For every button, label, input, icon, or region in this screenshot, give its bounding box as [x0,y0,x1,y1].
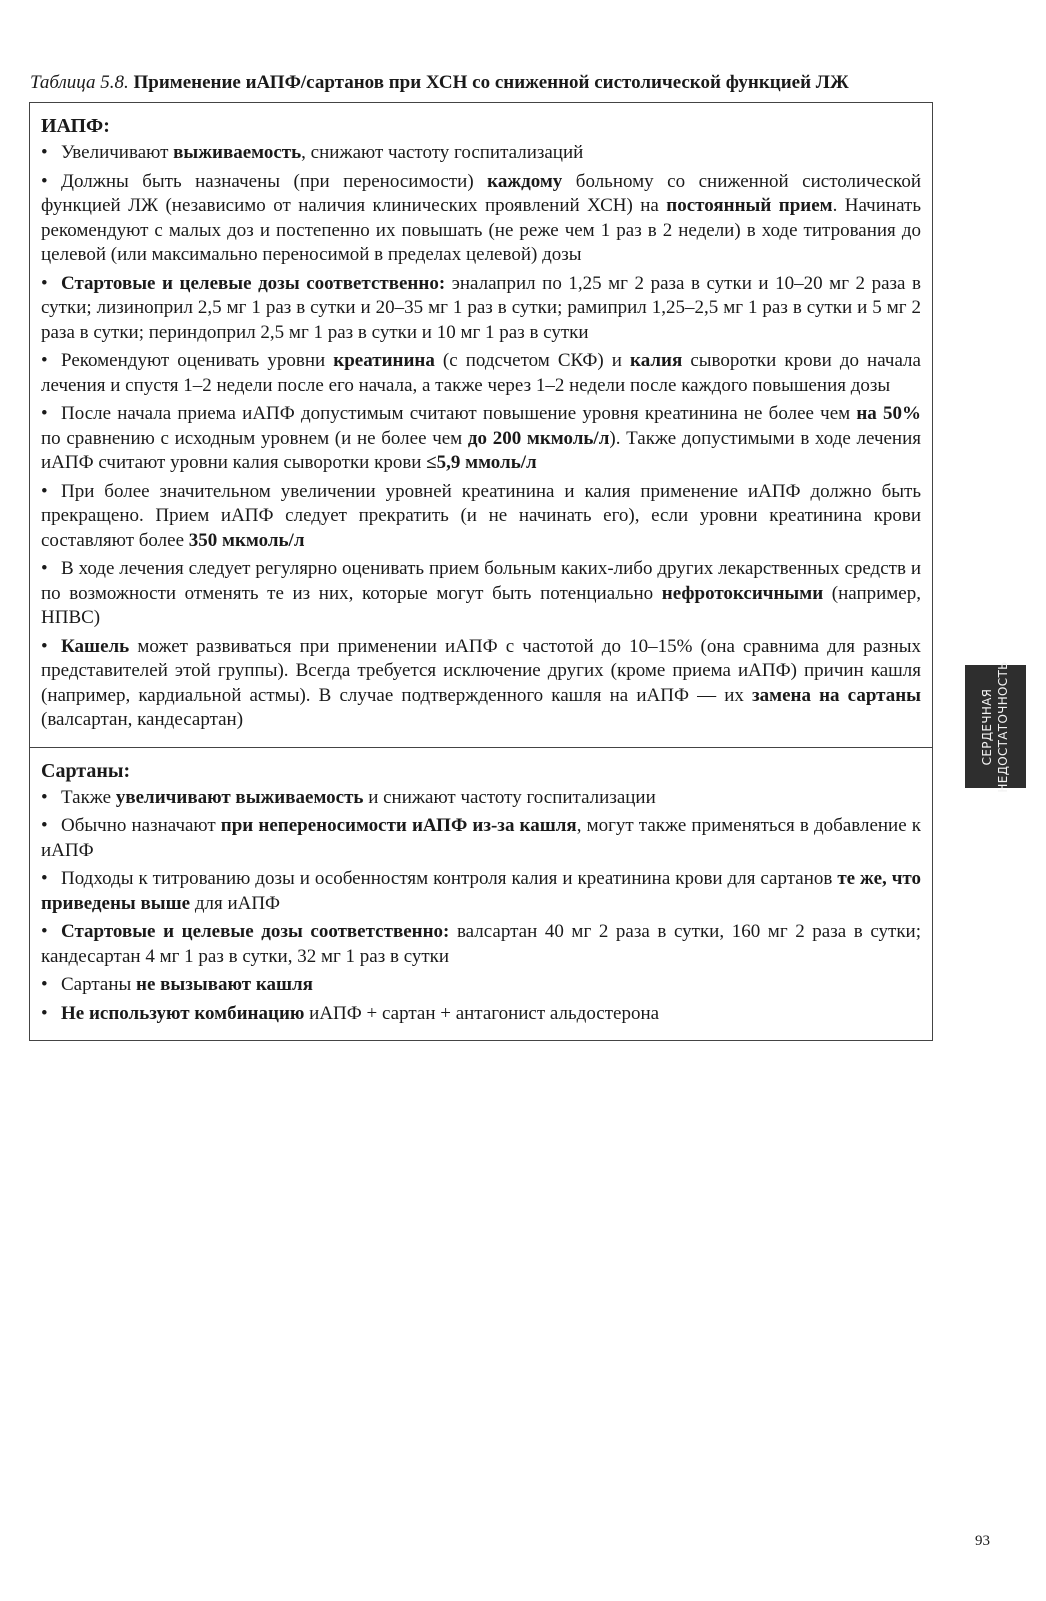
bold-text: каждому [487,170,563,192]
bullet-icon: • [41,635,48,657]
item-text: и снижают частоту госпитализации [363,786,656,808]
section-items [41,141,921,733]
item-text: (валсартан, кандесартан) [41,709,244,730]
item-text: может развиваться при применении иАПФ с частотой до 10–15% (она сравнима для разных представителей этой группы). Всегда требуется исключение других (кроме приема иАПФ) причин кашля (например, кардиальной астмы). В случае подтвержденного кашля на иАПФ — их [41,635,921,706]
list-item [41,786,921,811]
list-item [41,480,921,554]
item-text: , могут также применяться в добавление к иАПФ [41,815,921,861]
table-caption [30,70,960,96]
list-item [41,170,921,268]
list-item [41,867,921,916]
list-item [41,557,921,631]
section-title: ИАПФ: [41,115,110,137]
list-item [41,272,921,346]
bullet-icon: • [41,1002,48,1024]
item-text: валсартан 40 мг 2 раза в сутки, 160 мг 2 раза в сутки; кандесартан 4 мг 1 раз в сутки, 32 мг 1 раз в сутки [41,921,921,967]
bold-text: Стартовые и целевые дозы соответственно: [61,921,450,942]
page-number: 93 [975,1533,990,1549]
item-text: Увеличивают [61,142,174,163]
item-text: (с подсчетом СКФ) и [434,350,631,371]
bold-text: не вызывают кашля [136,974,313,995]
item-text: ). Также допустимыми в ходе лечения иАПФ считают уровни калия сыворотки крови [41,427,922,473]
item-text: Обычно назначают [61,815,221,836]
item-text: После начала приема иАПФ допустимым считают повышение уровня креатинина не более чем [61,403,857,424]
chapter-tab-label [979,661,1011,792]
section-sartans [30,747,932,1041]
bold-text: постоянный прием [666,195,833,216]
bullet-icon: • [41,815,48,836]
section-title: Сартаны: [41,759,131,782]
item-text: сыворотки крови до начала лечения и спустя 1–2 недели после его начала, а также через 1–2 недели после каждого повышения дозы [41,350,921,396]
bullet-icon: • [41,170,48,192]
table-number: Таблица 5.8. [30,72,129,93]
bullet-icon: • [41,558,48,579]
item-text: для иАПФ [190,892,281,914]
list-item [41,973,921,998]
chapter-tab-line: СЕРДЕЧНАЯ [980,688,994,766]
item-text: эналаприл по 1,25 мг 2 раза в сутки и 10–20 мг 2 раза в сутки; лизиноприл 2,5 мг 1 раз в сутки и 20–35 мг 1 раз в сутки; рамиприл 1,25–2,5 мг 1 раз в сутки и 5 мг 2 раза в сутки; периндоприл 2,5 мг 1 раз в сутки и 10 мг 1 раз в сутки [41,272,921,343]
section-iapf [30,103,932,747]
bold-text: 350 мкмоль/л [188,529,305,551]
bold-text: Не используют комбинацию [61,1002,305,1024]
bold-text: увеличивают выживаемость [115,786,364,808]
list-item [41,635,921,733]
item-text: по сравнению с исходным уровнем (и не более чем [41,427,468,449]
bold-text: при непереносимости иАПФ из-за кашля [220,815,577,836]
bullet-icon: • [41,350,48,371]
bold-text: креатинина [333,350,435,371]
item-text: Также [61,786,116,808]
chapter-tab [965,661,1026,793]
item-text: больному со сниженной систолической функцией ЛЖ (независимо от наличия клинических проявлений ХСН) на [41,170,921,216]
list-item [41,349,921,398]
bold-text: до 200 мкмоль/л [467,427,610,449]
item-text: . Начинать рекомендуют с малых доз и постепенно их повышать (не реже чем 1 раз в 2 недели) в ходе титрования до целевой (или максимально переносимой в пределах целевой) дозы [41,195,921,265]
item-text: Сартаны [61,974,137,995]
bullet-icon: • [41,868,48,889]
bold-text: ≤5,9 ммоль/л [426,452,537,473]
bold-text: выживаемость [173,142,302,163]
bold-text: Стартовые и целевые дозы соответственно: [61,272,446,294]
chapter-tab-line: НЕДОСТАТОЧНОСТЬ [996,661,1010,793]
item-text: Должны быть назначены (при переносимости) [61,170,488,192]
item-text: , снижают частоту госпитализаций [301,142,584,163]
bullet-icon: • [41,786,48,808]
item-text: При более значительном увеличении уровней креатинина и калия применение иАПФ должно быть прекращено. Прием иАПФ следует прекратить (и не начинать его), если уровни креатинина крови составляют более [41,480,921,551]
item-text: (например, НПВС) [41,582,921,628]
list-item [41,141,921,166]
bullet-icon: • [41,921,48,942]
bullet-icon: • [41,272,48,294]
item-text: иАПФ + сартан + антагонист альдостерона [304,1002,660,1024]
bullet-icon: • [41,403,48,424]
list-item [41,402,921,476]
bold-text: те же, что приведены выше [41,868,922,914]
item-text: Подходы к титрованию дозы и особенностям контроля калия и креатинина крови для сартанов [61,868,838,889]
bullet-icon: • [41,974,48,995]
section-items [41,786,921,1027]
bullet-icon: • [41,142,48,163]
bullet-icon: • [41,480,48,502]
list-item [41,814,921,863]
recommendations-table [29,102,933,1041]
bold-text: нефротоксичными [661,582,824,604]
bold-text: калия [630,350,683,371]
list-item [41,920,921,969]
item-text: В ходе лечения следует регулярно оценивать прием больным каких-либо других лекарственных средств и по возможности отменять те из них, которые могут быть потенциально [41,558,921,604]
bold-text: Кашель [61,635,130,657]
table-title: Применение иАПФ/сартанов при ХСН со сниженной систолической функцией ЛЖ [133,72,849,93]
bold-text: замена на сартаны [752,684,921,706]
list-item [41,1002,921,1027]
item-text: Рекомендуют оценивать уровни [61,350,334,371]
bold-text: на 50% [856,403,922,424]
